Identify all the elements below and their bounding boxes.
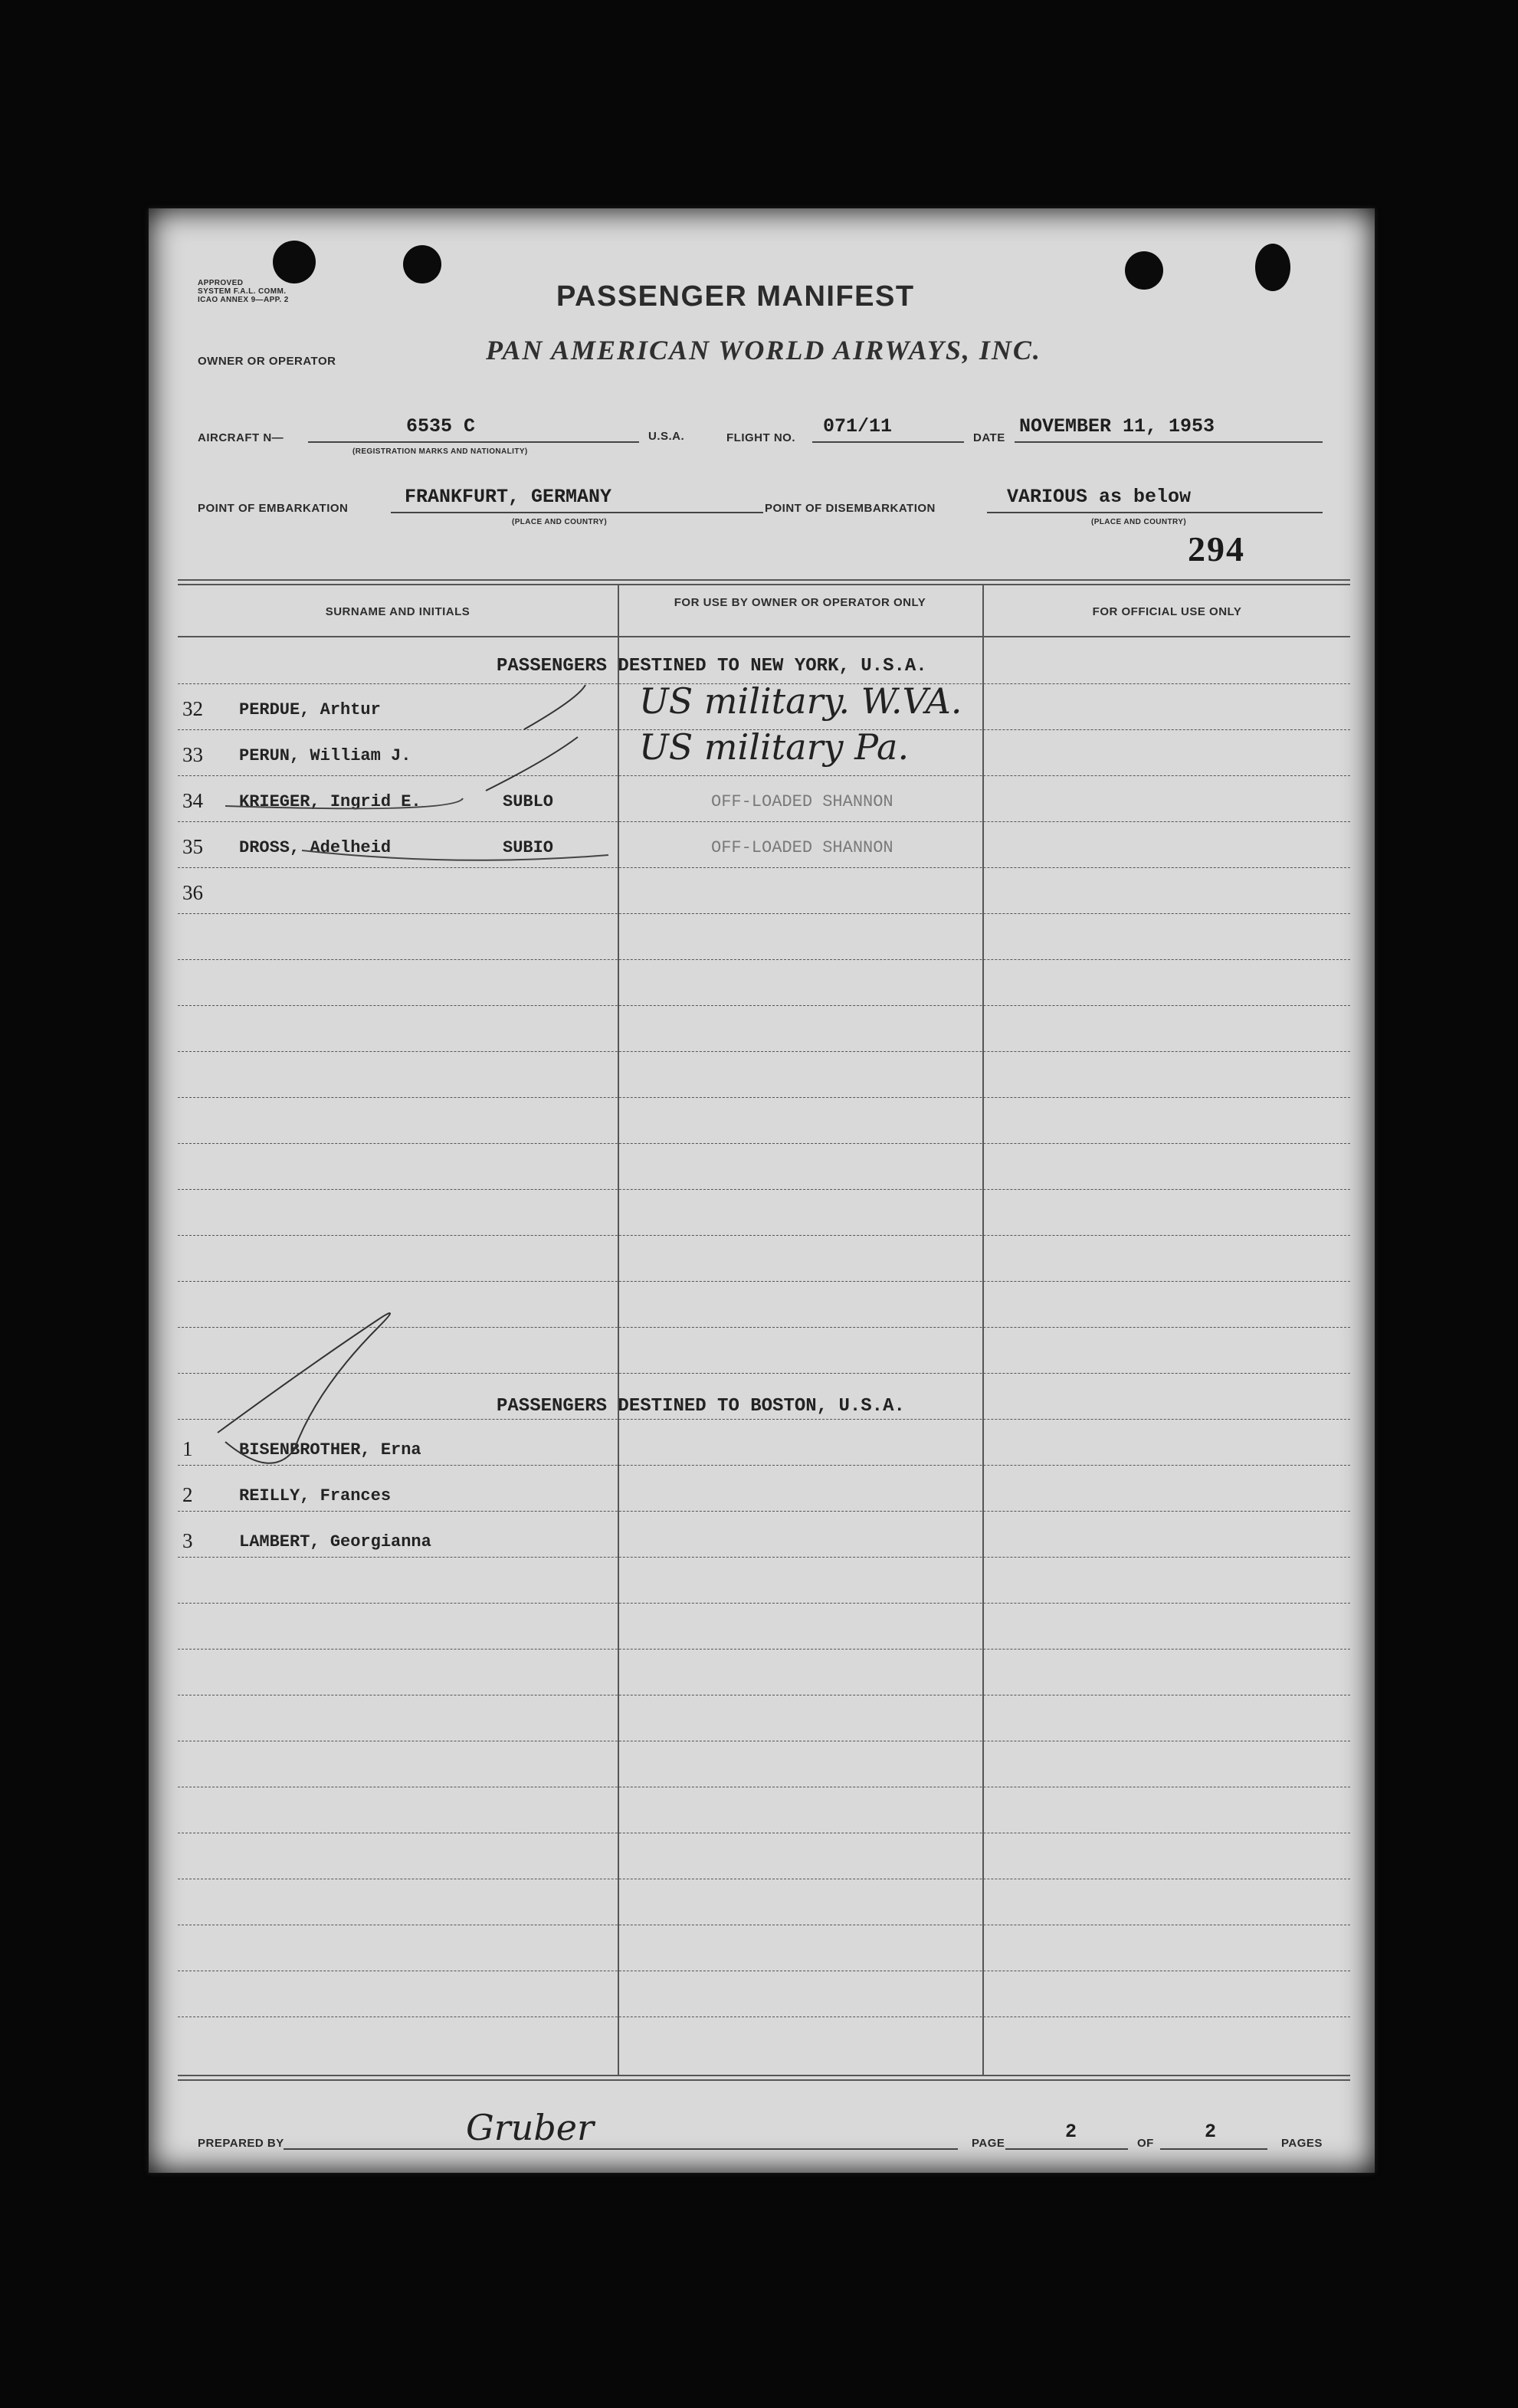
passenger-name: KRIEGER, Ingrid E. [239,792,421,811]
preparer-signature: Gruber [466,2107,595,2148]
disembark-caption: (PLACE AND COUNTRY) [1091,518,1187,526]
approval-line: SYSTEM F.A.L. COMM. [198,287,287,296]
manifest-title: PASSENGER MANIFEST [556,280,915,313]
check-mark [524,685,585,729]
handwritten-note: US military. W.VA. [639,680,962,722]
strike-line [225,798,463,808]
date-value: NOVEMBER 11, 1953 [1019,415,1215,437]
typed-note: OFF-LOADED SHANNON [711,838,893,857]
disembark-value: VARIOUS as below [1007,486,1192,508]
usa-label: U.S.A. [648,430,685,443]
passenger-name: PERDUE, Arhtur [239,700,381,719]
passenger-name: LAMBERT, Georgianna [239,1532,431,1551]
of-line [1160,2148,1267,2150]
prepared-label: PREPARED BY [198,2137,284,2150]
strike-line [302,850,608,860]
passenger-name: BISENBROTHER, Erna [239,1440,421,1460]
column-header-name: SURNAME AND INITIALS [325,605,470,618]
disembark-label: POINT OF DISEMBARKATION [765,502,936,515]
row-number: 32 [182,697,203,720]
passenger-code: SUBLO [503,792,554,811]
handwritten-note: US military Pa. [639,726,910,768]
check-mark [486,737,578,791]
row-number: 1 [182,1437,193,1460]
row-number: 2 [182,1483,193,1506]
aircraft-label: AIRCRAFT N— [198,431,284,444]
typed-note: OFF-LOADED SHANNON [711,792,893,811]
pages-label: PAGES [1281,2137,1323,2150]
section-heading: PASSENGERS DESTINED TO NEW YORK, U.S.A. [497,656,927,677]
pen-marks [149,208,1375,2173]
flight-label: FLIGHT NO. [726,431,795,444]
page-line [1005,2148,1128,2150]
check-mark [218,1313,390,1463]
row-number: 36 [182,881,203,904]
embark-caption: (PLACE AND COUNTRY) [512,518,608,526]
row-number: 35 [182,835,203,858]
aircraft-value: 6535 C [406,415,476,437]
page-number: 2 [1065,2121,1077,2143]
footer-rule [178,2075,1350,2076]
passenger-code: SUBIO [503,838,554,857]
page-label: PAGE [972,2137,1005,2150]
column-header-official: FOR OFFICIAL USE ONLY [1092,605,1242,618]
section-heading: PASSENGERS DESTINED TO BOSTON, U.S.A. [497,1396,905,1417]
total-pages: 2 [1205,2121,1217,2143]
stamp-number: 294 [1188,529,1245,568]
owner-label: OWNER OR OPERATOR [198,355,336,368]
row-number: 34 [182,789,203,812]
footer-rule [178,2079,1350,2081]
passenger-name: PERUN, William J. [239,746,411,765]
column-header-owner: FOR USE BY OWNER OR OPERATOR ONLY [674,596,926,609]
of-label: OF [1137,2137,1154,2150]
aircraft-caption: (REGISTRATION MARKS AND NATIONALITY) [352,447,528,456]
operator-name: PAN AMERICAN WORLD AIRWAYS, INC. [486,335,1041,365]
row-number: 33 [182,743,203,766]
manifest-sheet [149,208,1375,2173]
passenger-name: REILLY, Frances [239,1486,392,1505]
approval-line: ICAO ANNEX 9—APP. 2 [198,296,289,304]
prepared-line [284,2148,958,2150]
flight-value: 071/11 [823,415,893,437]
date-label: DATE [973,431,1005,444]
row-number: 3 [182,1529,193,1552]
approval-line: APPROVED [198,279,244,287]
embark-value: FRANKFURT, GERMANY [405,486,612,508]
passenger-name: DROSS, Adelheid [239,838,392,857]
embark-label: POINT OF EMBARKATION [198,502,349,515]
